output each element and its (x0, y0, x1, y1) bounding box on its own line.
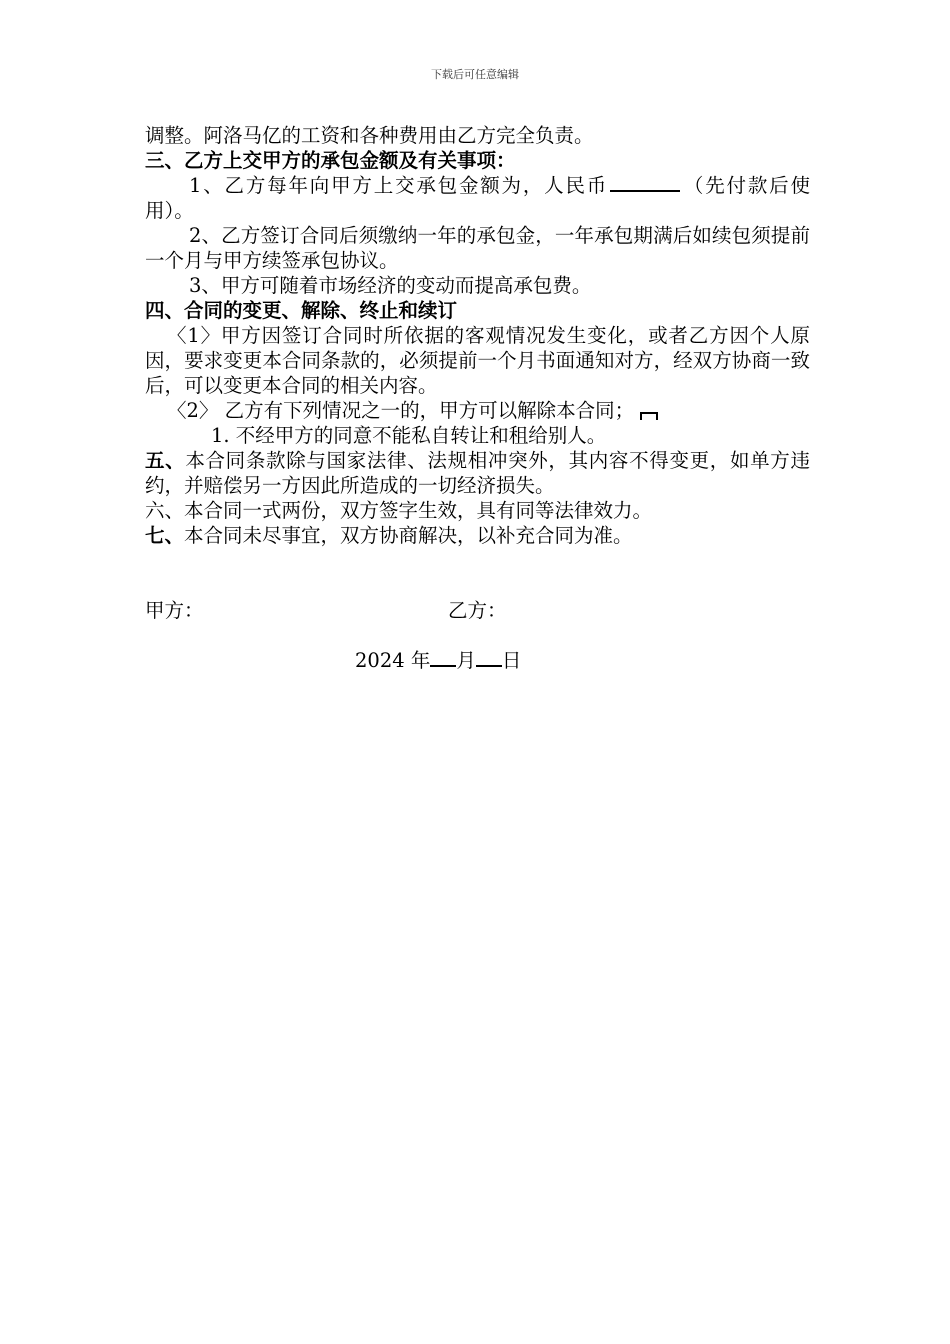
day-blank-line (476, 649, 502, 667)
section-4-list-item-1: 1. 不经甲方的同意不能私自转让和租给别人。 (211, 424, 607, 447)
section-3-item-2: 2、乙方签订合同后须缴纳一年的承包金，一年承包期满后如续包须提前一个月与甲方续签承包协议。 (145, 224, 810, 272)
section-5-label: 五、 (145, 449, 186, 472)
section-3-title: 三、乙方上交甲方的承包金额及有关事项： (145, 149, 516, 172)
section-3-item-1-suffix: （先付款后使用）。 (145, 174, 810, 222)
date-month: 月 (456, 649, 476, 672)
section-3-item-1-text: 1、乙方每年向甲方上交承包金额为，人民币 (189, 174, 609, 197)
section-5 (145, 448, 810, 498)
month-blank-line (430, 649, 456, 667)
section-4-title: 四、合同的变更、解除、终止和续订 (145, 299, 458, 322)
bracket-mark-icon (640, 412, 658, 420)
section-7-label: 七、 (145, 524, 185, 547)
paragraph-continuation: 调整。阿洛马亿的工资和各种费用由乙方完全负责。 (145, 124, 594, 147)
party-a-label: 甲方： (145, 599, 204, 622)
section-5-text: 本合同条款除与国家法律、法规相冲突外，其内容不得变更，如单方违约，并赔偿另一方因此所造成的一切经济损失。 (145, 449, 810, 497)
party-b-label: 乙方： (448, 599, 507, 622)
signature-date (355, 648, 521, 673)
section-7 (145, 523, 810, 548)
date-year: 2024 年 (355, 649, 431, 672)
section-7-text: 本合同未尽事宜，双方协商解决，以补充合同为准。 (184, 524, 633, 547)
contract-body (145, 123, 810, 548)
section-4-paragraph-2 (145, 398, 810, 423)
date-day: 日 (501, 649, 522, 672)
page-header-note: 下载后可任意编辑 (431, 68, 519, 81)
section-4-paragraph-2-text: 〈2〉 乙方有下列情况之一的，甲方可以解除本合同； (167, 399, 635, 422)
section-4-paragraph-1: 〈1〉甲方因签订合同时所依据的客观情况发生变化，或者乙方因个人原因，要求变更本合同条款的，必须提前一个月书面通知对方，经双方协商一致后，可以变更本合同的相关内容。 (145, 324, 810, 397)
section-3-item-1 (145, 173, 810, 223)
section-6: 六、本合同一式两份，双方签字生效，具有同等法律效力。 (145, 499, 653, 522)
section-3-item-3: 3、甲方可随着市场经济的变动而提高承包费。 (189, 274, 592, 297)
amount-blank-line (610, 174, 680, 192)
